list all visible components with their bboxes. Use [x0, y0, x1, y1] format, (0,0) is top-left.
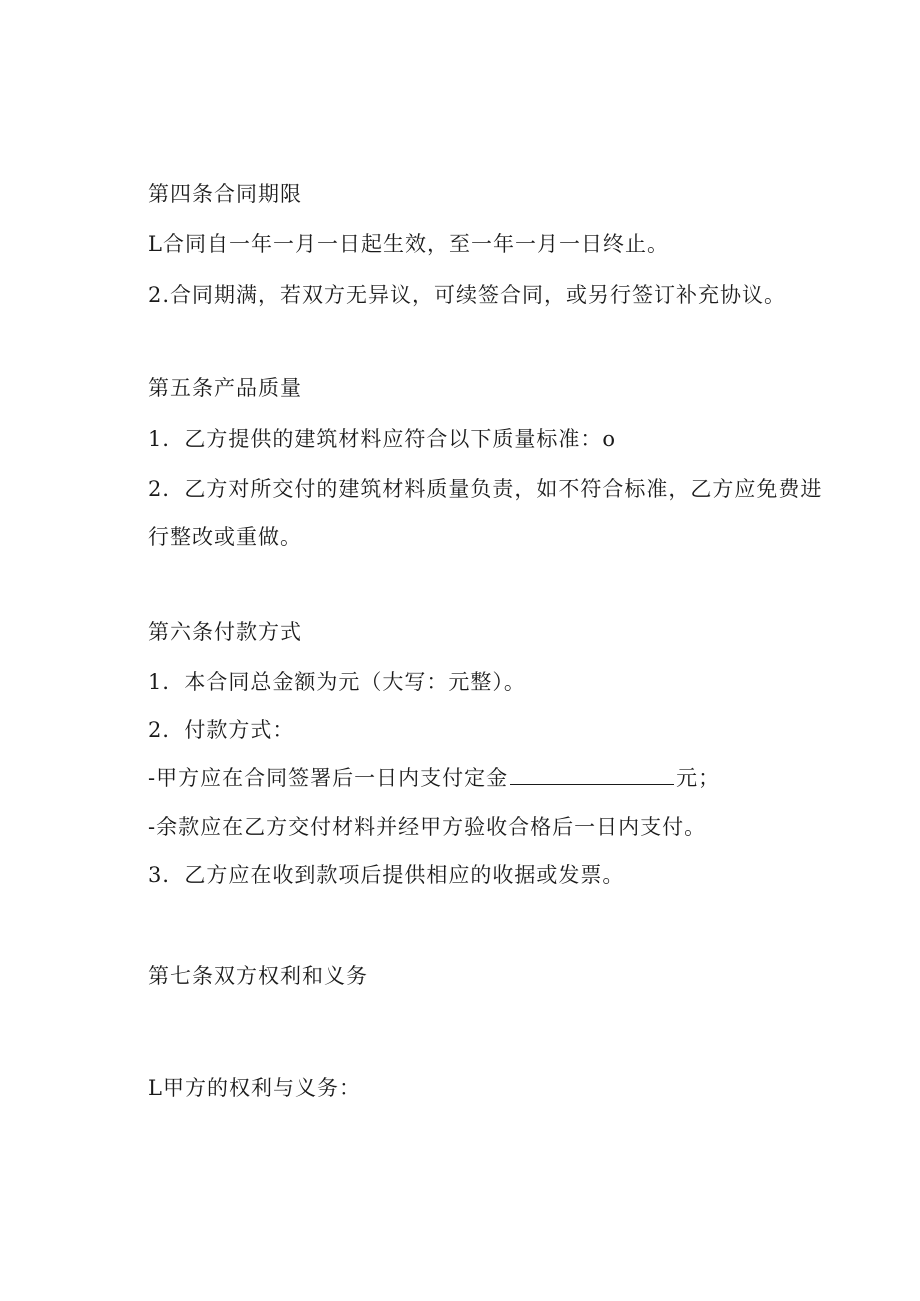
clause-4-2: 2.合同期满，若双方无异议，可续签合同，或另行签订补充协议。: [148, 283, 787, 307]
clause-6-2-deposit: [148, 764, 720, 792]
deposit-amount-blank: [510, 764, 674, 785]
section-heading-7: 第七条双方权利和义务: [148, 964, 368, 988]
deposit-text: -甲方应在合同签署后一日内支付定金: [148, 766, 509, 790]
clause-4-1: L合同自一年一月一日起生效，至一年一月一日终止。: [148, 232, 669, 256]
clause-5-2-continued: 行整改或重做。: [148, 525, 302, 549]
clause-6-2: 2．付款方式：: [148, 718, 295, 742]
section-heading-5: 第五条产品质量: [148, 376, 302, 400]
clause-5-2: 2．乙方对所交付的建筑材料质量负责，如不符合标准，乙方应免费进: [148, 477, 823, 501]
section-heading-6: 第六条付款方式: [148, 620, 302, 644]
clause-6-1: 1．本合同总金额为元（大写：元整）。: [148, 670, 526, 694]
section-heading-4: 第四条合同期限: [148, 182, 302, 206]
clause-6-2-balance: -余款应在乙方交付材料并经甲方验收合格后一日内支付。: [148, 815, 707, 839]
clause-6-3: 3．乙方应在收到款项后提供相应的收据或发票。: [148, 863, 625, 887]
clause-5-1: 1．乙方提供的建筑材料应符合以下质量标准：o: [148, 427, 617, 451]
clause-7-1: L甲方的权利与义务：: [148, 1076, 361, 1100]
deposit-suffix: 元；: [676, 766, 721, 790]
